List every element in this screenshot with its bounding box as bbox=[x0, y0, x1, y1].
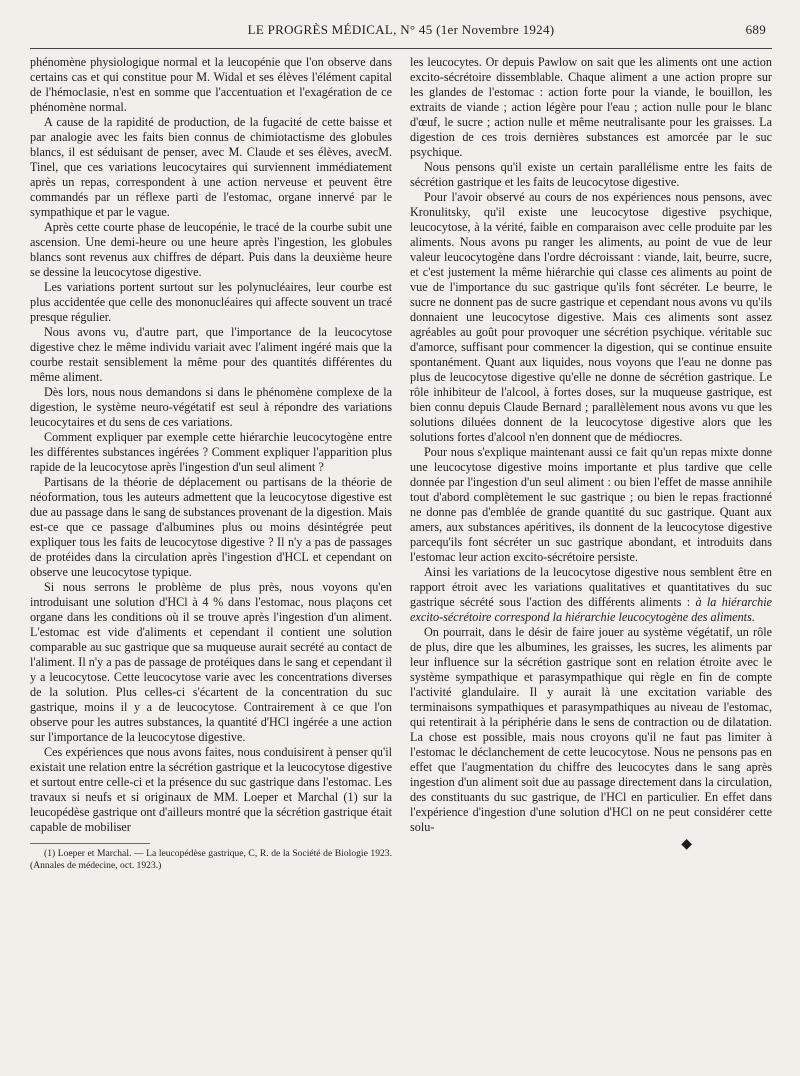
paragraph: Nous pensons qu'il existe un certain parallélisme entre les faits de sécrétion gastrique et les faits de leucocytose digestive. bbox=[410, 160, 772, 189]
paragraph: Nous avons vu, d'autre part, que l'importance de la leucocytose digestive chez le même individu variait avec l'aliment ingéré mais que la courbe restait sensiblement la même pour des quantités différentes du même aliment. bbox=[30, 325, 392, 384]
paragraph-text: Ainsi les variations de la leucocytose digestive nous semblent être en rapport étroit avec les variations qualitatives et quantitatives du suc gastrique sécrété sous l'action des différents aliments : bbox=[410, 565, 772, 609]
paragraph: les leucocytes. Or depuis Pawlow on sait que les aliments ont une action excito-sécrétoire dissemblable. Chaque aliment a une action propre sur les glandes de l'estomac : action forte pour la viande, le bouillon, les extraits de viande ; action légère pour l'eau ; action nulle pour le blanc d'œuf, le sucre ; action nulle et même neutralisante pour les graisses. La digestion de ces trois dernières substances est amorcée par le suc psychique. bbox=[410, 55, 772, 159]
italic-conclusion: à la hiérarchie excito-sécrétoire correspond la hiérarchie leucocytogène des aliments. bbox=[410, 595, 773, 624]
paragraph: Si nous serrons le problème de plus près, nous voyons qu'en introduisant une solution d'HCl à 4 % dans l'estomac, nous plaçons cet organe dans les conditions où il se trouve après l'ingestion d'un aliment. L'estomac est vide d'aliments et cependant il contient une solution comparable au suc gastrique que sa muqueuse aurait secrété au contact de l'aliment. Il n'y a pas de passage de protéiques dans le sang et cependant il y a leucocytose. Cette leucocytose varie avec les concentrations diverses de la solution. Plus celles-ci s'écartent de la concentration du suc gastrique, moins il y a de leucocytose. Contrairement à ce que l'on observe pour les autres substances, la quantité d'HCl ingérée a une action sur l'importance de la leucocytose digestive. bbox=[30, 580, 392, 744]
two-column-body bbox=[30, 55, 772, 871]
paragraph: Pour l'avoir observé au cours de nos expériences nous pensons, avec Kronulitsky, qu'il existe une leucocytose digestive psychique, leucocytose, à la vérité, faible en comparaison avec celle produite par les aliments. Nous avons pu ranger les aliments, au point de vue de leur valeur leucocytogène dans l'ordre décroissant : viande, lait, beurre, sucre, et c'est justement la même hiérarchie qui classe ces aliments au point de vue de l'importance du suc gastrique qu'ils font sécréter. Le beurre, le sucre ne donnent pas de sucre gastrique et cependant nous avons vu qu'ils donnaient une leucocytose digestive. Mais ces aliments sont assez agréables au goût pour provoquer une sécrétion psychique. véritable suc d'amorce, suffisant pour commencer la digestion, qui se continue ensuite spontanément. Quant aux liquides, nous voyons que l'eau ne donne pas plus de leucocytose digestive qu'elle ne donne de sécrétion gastrique. Le rôle inhibiteur de l'alcool, à fortes doses, sur la muqueuse gastrique, est bien connu depuis Claude Bernard ; parallèlement nous avons vu que les solutions diluées donnent de la leucocytose digestive alors que les solutions fortes d'alcool n'en donnent que de médiocres. bbox=[410, 190, 772, 444]
left-column bbox=[30, 55, 392, 871]
paragraph: Partisans de la théorie de déplacement ou partisans de la théorie de néoformation, tous les auteurs admettent que la leucocytose digestive est due au passage dans le sang de substances provenant de la digestion. Mais est-ce que ce passage d'albumines plus ou moins désintégrée peut expliquer tous les faits de leucocytose digestive ? Il n'y a pas de passages de protéides dans la circulation après l'ingestion d'HCL et cependant on observe une leucocytose typique. bbox=[30, 475, 392, 579]
paragraph: Les variations portent surtout sur les polynucléaires, leur courbe est plus accidentée que celle des mononucléaires qui affecte souvent un tracé presque régulier. bbox=[30, 280, 392, 324]
paragraph-with-italic-conclusion bbox=[410, 565, 772, 625]
paragraph: Dès lors, nous nous demandons si dans le phénomène complexe de la digestion, le système neuro-végétatif est seul à répondre des variations leucocytaires et du sens de ces variations. bbox=[30, 385, 392, 429]
running-title: LE PROGRÈS MÉDICAL, N° 45 (1er Novembre 1924) bbox=[247, 22, 555, 37]
page-header bbox=[30, 22, 772, 44]
paragraph: Pour nous s'explique maintenant aussi ce fait qu'un repas mixte donne une leucocytose digestive moins importante et plus tardive que celle donnée par l'ingestion d'un seul aliment : ou bien l'effet de masse annihile tout d'abord complètement le suc gastrique ; ou bien le repas fractionné ne donne pas d'emblée de grande quantité du suc gastrique. Quant aux amers, aux substances apéritives, ils donnent de la leucocytose digestive parcequ'ils font sécréter un suc gastrique abondant, et introduits dans l'estomac leur action excito-sécrétoire persiste. bbox=[410, 445, 772, 564]
fleuron-ornament: ◆ bbox=[681, 837, 692, 852]
footnote-rule bbox=[30, 843, 150, 844]
paragraph: On pourrait, dans le désir de faire jouer au système végétatif, un rôle de plus, dire que les albumines, les graisses, les sucres, les aliments par leur influence sur la sécrétion gastrique sont en relation étroite avec le système sympathique et parasympathique qui règle en fin de compte l'activité glandulaire. Il y aurait là une excitation variable des terminaisons sympathiques et parasympathiques au niveau de l'estomac, qui retentirait à la périphérie dans le sens de contraction ou de dilatation. La chose est possible, mais nous croyons qu'il ne faut pas limiter à l'estomac le déclanchement de cette leucocytose. Nous ne pensons pas en effet que l'augmentation du chiffre des leucocytes dans le sang après ingestion d'un aliment soit due au passage directement dans la circulation, des constituants du suc gastrique, de l'HCl en particulier. En effet dans l'expérience d'ingestion d'une solution d'HCl on ne peut considérer cette solu- bbox=[410, 625, 772, 834]
paragraph: Comment expliquer par exemple cette hiérarchie leucocytogène entre les différentes substances ingérées ? Comment expliquer l'apparition plus rapide de la leucocytose après l'ingestion d'un seul aliment ? bbox=[30, 430, 392, 474]
footnote: (1) Loeper et Marchal. — La leucopédèse gastrique, C, R. de la Société de Biologie 1923. (Annales de médecine, oct. 1923.) bbox=[30, 848, 392, 871]
page-number: 689 bbox=[745, 22, 766, 37]
header-rule bbox=[30, 48, 772, 49]
paragraph: Après cette courte phase de leucopénie, le tracé de la courbe subit une ascension. Une demi-heure ou une heure après l'ingestion, les globules blancs sont revenus aux chiffres de départ. Puis dans la deuxième heure se dessine la leucocytose digestive. bbox=[30, 220, 392, 279]
paragraph: Ces expériences que nous avons faites, nous conduisirent à penser qu'il existait une relation entre la sécrétion gastrique et la leucocytose digestive et surtout entre celle-ci et la présence du suc gastrique dans l'estomac. Les travaux si neufs et si originaux de MM. Loeper et Marchal (1) sur la leucopédèse gastrique ont d'ailleurs montré que la sécrétion gastrique était capable de mobiliser bbox=[30, 745, 392, 834]
paragraph: A cause de la rapidité de production, de la fugacité de cette baisse et par analogie avec les faits bien connus de chimiotactisme des globules blancs, il est séduisant de penser, avec M. Claude et ses élèves, avecM. Tinel, que ces variations leucocytaires qui surviennent immédiatement après un repas, correspondent à une action nerveuse et peuvent être commandés par un réflexe parti de l'estomac, organe innervé par le sympathique et par le vague. bbox=[30, 115, 392, 219]
right-column bbox=[410, 55, 772, 871]
paragraph: phénomène physiologique normal et la leucopénie que l'on observe dans certains cas et qui constitue pour M. Widal et ses élèves l'élément capital de l'hémoclasie, n'est en somme que l'accentuation et l'exagération de ce phénomène normal. bbox=[30, 55, 392, 114]
